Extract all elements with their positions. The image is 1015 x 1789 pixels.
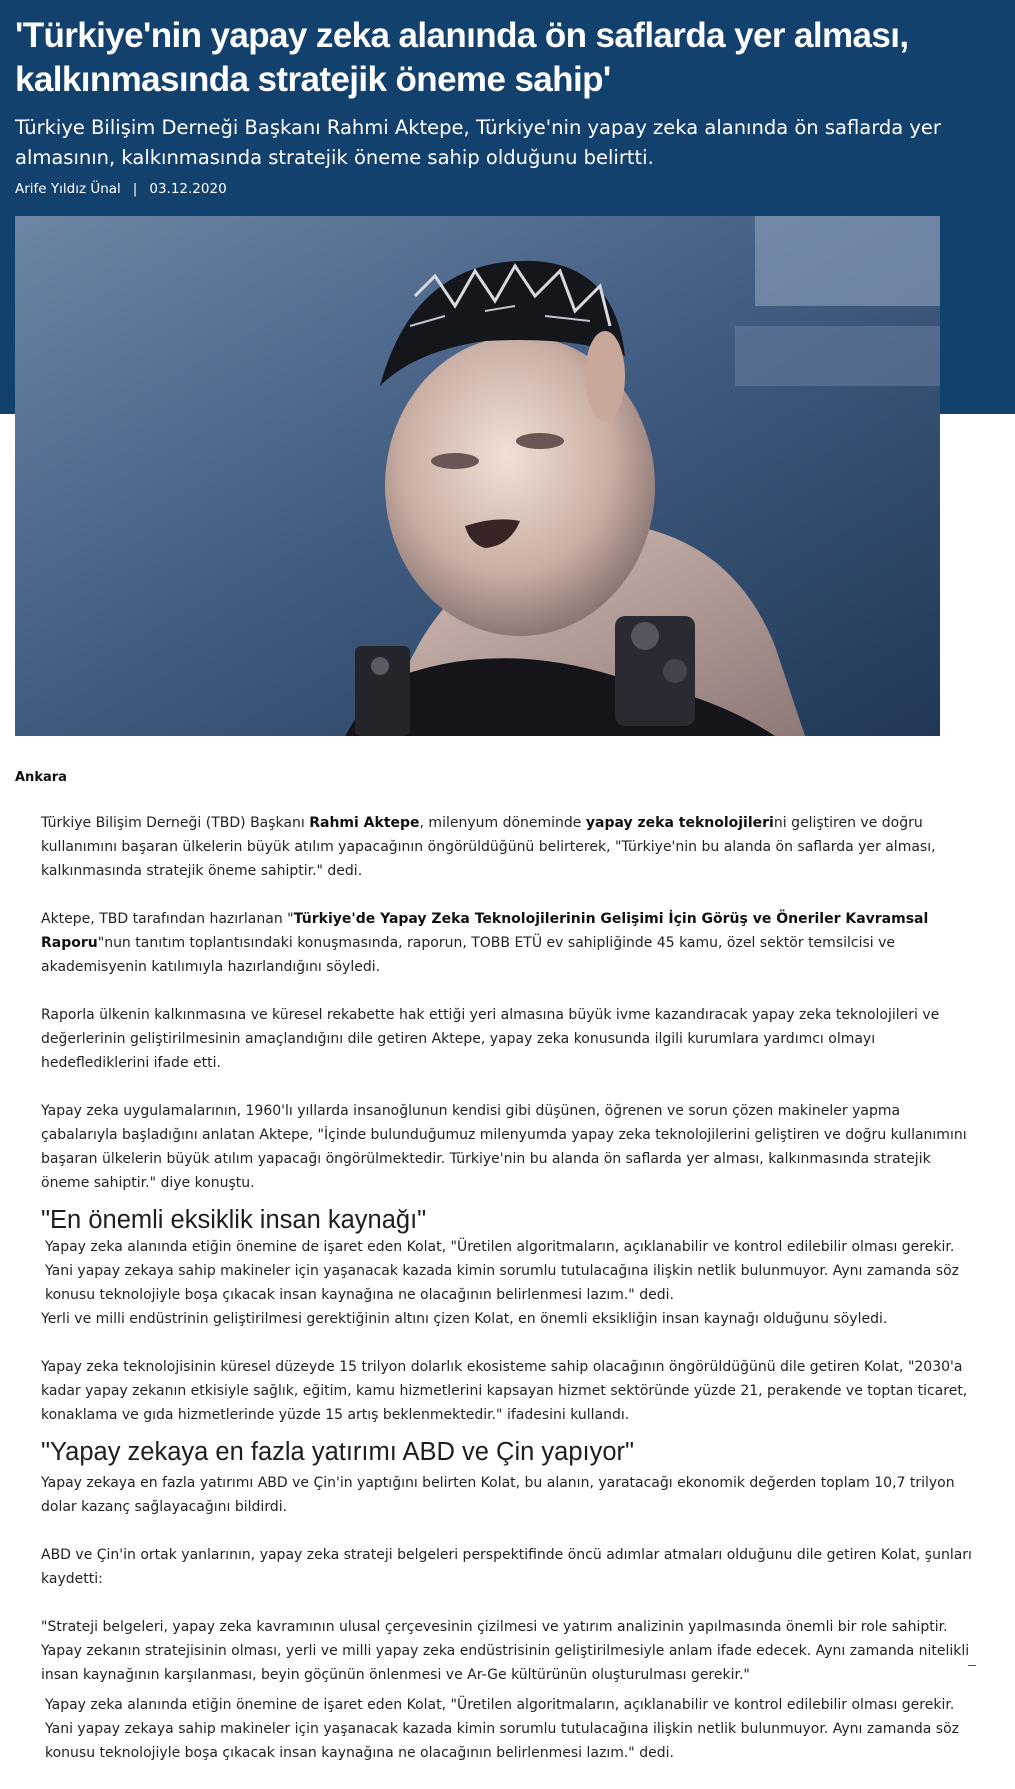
paragraph-2	[15, 907, 975, 979]
text-run: ni geliştiren ve doğru kullanımını başaran ülkelerin büyük atılım yapacağının öngörüldüğünü belirterek, "Türkiye'nin bu alanda ön saflarda yer alması, kalkınmasında stratejik öneme sahiptir." dedi.	[41, 815, 936, 879]
bold-name: Rahmi Aktepe	[309, 815, 420, 831]
headline: 'Türkiye'nin yapay zeka alanında ön saflarda yer alması, kalkınmasında stratejik öneme sahip'	[15, 16, 909, 99]
paragraph-8: Yapay zekaya en fazla yatırımı ABD ve Çin'in yaptığını belirten Kolat, bu alanın, yaratacağı ekonomik değerden toplam 10,7 trilyon dolar kazanç sağlayacağını bildirdi.	[41, 1475, 955, 1515]
dateline: Ankara	[15, 770, 67, 785]
article-body	[15, 770, 975, 1789]
paragraph-1	[15, 811, 975, 883]
text-run: Aktepe, TBD tarafından hazırlanan "	[41, 911, 294, 927]
paragraph-7: Yapay zeka teknolojisinin küresel düzeyde 15 trilyon dolarlık ekosisteme sahip olacağının öngörüldüğünü dile getiren Kolat, "2030'a kadar yapay zekanın etkisiyle sağlık, eğitim, kamu hizmetlerini kapsayan hizmet sektöründe yüzde 21, perakende ve toptan ticaret, konaklama ve gıda hizmetlerinde yüzde 15 artış beklenmektedir." ifadesini kullandı.	[41, 1359, 968, 1423]
paragraph-9: ABD ve Çin'in ortak yanlarının, yapay zeka strateji belgeleri perspektifinde öncü adımlar atmaları olduğunu dile getiren Kolat, şunları kaydetti:	[41, 1547, 972, 1587]
paragraph-10: "Strateji belgeleri, yapay zeka kavramının ulusal çerçevesinin çizilmesi ve yatırım analizinin yapılmasında önemli bir role sahiptir. Yapay zekanın stratejisinin olması, yerli ve milli yapay zeka endüstrisinin geliştirilmesiyle anlam ifade edecek. Aynı zamanda nitelikli insan kaynağının karşılanması, beyin göçünün önlenmesi ve Ar-Ge kültürünün oluşturulması gerekir."	[41, 1619, 970, 1683]
paragraph-5: Yapay zeka alanında etiğin önemine de işaret eden Kolat, "Üretilen algoritmaların, açıklanabilir ve kontrol edilebilir olması gerekir. Yani yapay zekaya sahip makineler için yaşanacak kazada kimin sorumlu tutulacağına ilişkin netlik bulunmuyor. Aynı zamanda söz konusu teknolojiyle boşa çıkacak insan kaynağına ne olacağının belirlenmesi lazım." dedi.	[45, 1239, 960, 1303]
subtitle: Türkiye Bilişim Derneği Başkanı Rahmi Aktepe, Türkiye'nin yapay zeka alanında ön saflarda yer almasının, kalkınmasında stratejik öneme sahip olduğunu belirtti.	[15, 116, 941, 169]
bold-term: yapay zeka teknolojileri	[585, 815, 774, 831]
paragraph-11: Yapay zeka alanında etiğin önemine de işaret eden Kolat, "Üretilen algoritmaların, açıklanabilir ve kontrol edilebilir olması gerekir. Yani yapay zekaya sahip makineler için yaşanacak kazada kimin sorumlu tutulacağına ilişkin netlik bulunmuyor. Aynı zamanda söz konusu teknolojiyle boşa çıkacak insan kaynağına ne olacağının belirlenmesi lazım." dedi.	[45, 1697, 960, 1761]
text-run: Türkiye Bilişim Derneği (TBD) Başkanı	[41, 815, 310, 831]
byline-separator: |	[132, 181, 138, 197]
subheading-2: "Yapay zekaya en fazla yatırımı ABD ve Çin yapıyor"	[41, 1438, 635, 1466]
humanoid-robot-photo	[15, 216, 940, 736]
paragraph-3: Raporla ülkenin kalkınmasına ve küresel rekabette hak ettiği yeri almasına büyük ivme kazandıracak yapay zeka teknolojileri ve değerlerinin geliştirilmesinin amaçlandığını dile getiren Aktepe, yapay zeka konusunda ilgili kurumlara yardımcı olmayı hedeflediklerini ifade etti.	[41, 1007, 940, 1071]
scroll-marker	[968, 1665, 976, 1666]
paragraph-4: Yapay zeka uygulamalarının, 1960'lı yıllarda insanoğlunun kendisi gibi düşünen, öğrenen ve sorun çözen makineler yapma çabalarıyla başladığını anlatan Aktepe, "İçinde bulunduğumuz milenyumda yapay zeka teknolojilerini geliştiren ve doğru kullanımını başaran ülkelerin büyük atılım yapacağı öngörülmektedir. Türkiye'nin bu alanda ön saflarda yer alması, kalkınmasında stratejik öneme sahiptir." diye konuştu.	[41, 1103, 967, 1191]
text-run: , milenyum döneminde	[419, 815, 586, 831]
subheading-1: "En önemli eksiklik insan kaynağı"	[41, 1206, 427, 1234]
publish-date: 03.12.2020	[149, 181, 227, 197]
byline	[15, 181, 227, 197]
bold-report-title: Türkiye'de Yapay Zeka Teknolojilerinin Gelişimi İçin Görüş ve Öneriler Kavramsal Raporu	[41, 911, 929, 951]
author-link[interactable]: Arife Yıldız Ünal	[15, 181, 121, 197]
paragraph-6: Yerli ve milli endüstrinin geliştirilmesi gerektiğinin altını çizen Kolat, en önemli eksikliğin insan kaynağı olduğunu söyledi.	[41, 1311, 888, 1327]
text-run: "nun tanıtım toplantısındaki konuşmasında, raporun, TOBB ETÜ ev sahipliğinde 45 kamu, özel sektör temsilcisi ve akademisyenin katılımıyla hazırlandığını söyledi.	[41, 935, 895, 975]
